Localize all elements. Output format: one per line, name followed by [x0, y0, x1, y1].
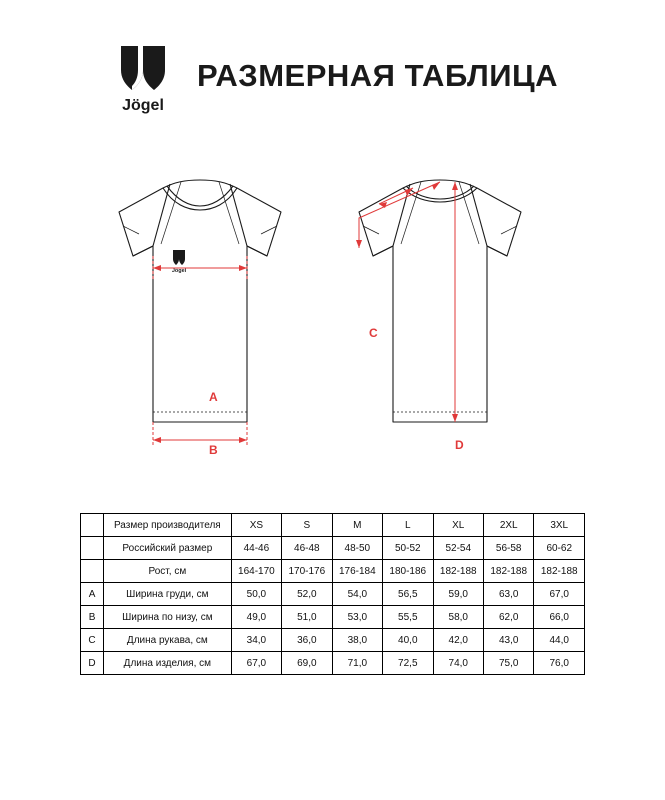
table-cell: 170-176	[282, 560, 332, 583]
size-table	[80, 513, 585, 675]
table-cell: 55,5	[383, 606, 433, 629]
table-cell: 71,0	[332, 652, 382, 675]
table-cell: 52-54	[433, 537, 483, 560]
svg-text:Jögel: Jögel	[122, 97, 164, 114]
size-table-wrapper	[80, 513, 585, 675]
table-row	[81, 560, 585, 583]
table-row	[81, 652, 585, 675]
table-cell: 44-46	[231, 537, 281, 560]
table-cell: 69,0	[282, 652, 332, 675]
table-cell: 49,0	[231, 606, 281, 629]
dimension-label-b: B	[209, 443, 218, 457]
illustration-area	[0, 150, 665, 480]
page-header	[0, 38, 665, 118]
table-cell: 43,0	[483, 629, 533, 652]
table-cell: 76,0	[534, 652, 585, 675]
table-cell-spacer	[81, 560, 104, 583]
dimension-label-a: A	[209, 390, 218, 404]
table-row-key: B	[81, 606, 104, 629]
table-cell: 54,0	[332, 583, 382, 606]
table-row-label: Ширина груди, см	[104, 583, 232, 606]
jogel-logo-icon	[107, 40, 179, 116]
table-cell: 182-188	[483, 560, 533, 583]
table-cell: 66,0	[534, 606, 585, 629]
table-cell: 50,0	[231, 583, 281, 606]
table-row	[81, 629, 585, 652]
table-cell: 75,0	[483, 652, 533, 675]
table-cell: XS	[231, 514, 281, 537]
table-cell-spacer	[81, 537, 104, 560]
table-row	[81, 583, 585, 606]
table-row-key: D	[81, 652, 104, 675]
page-title: РАЗМЕРНАЯ ТАБЛИЦА	[196, 57, 559, 93]
table-row	[81, 537, 585, 560]
table-cell-spacer	[81, 514, 104, 537]
table-cell: 164-170	[231, 560, 281, 583]
table-cell: 56-58	[483, 537, 533, 560]
table-cell: M	[332, 514, 382, 537]
table-cell: 58,0	[433, 606, 483, 629]
table-header-russian-size: Российский размер	[104, 537, 232, 560]
table-cell: 38,0	[332, 629, 382, 652]
table-cell: 182-188	[433, 560, 483, 583]
table-row-label: Длина изделия, см	[104, 652, 232, 675]
table-cell: 44,0	[534, 629, 585, 652]
table-cell: 46-48	[282, 537, 332, 560]
table-cell: XL	[433, 514, 483, 537]
table-cell: S	[282, 514, 332, 537]
table-row-key: C	[81, 629, 104, 652]
table-cell: 40,0	[383, 629, 433, 652]
table-row	[81, 514, 585, 537]
table-cell: 63,0	[483, 583, 533, 606]
table-cell: 72,5	[383, 652, 433, 675]
table-header-manufacturer-size: Размер производителя	[104, 514, 232, 537]
table-cell: 51,0	[282, 606, 332, 629]
table-cell: 59,0	[433, 583, 483, 606]
table-row-label: Ширина по низу, см	[104, 606, 232, 629]
table-cell: L	[383, 514, 433, 537]
svg-text:Jögel: Jögel	[171, 268, 187, 274]
table-cell: 50-52	[383, 537, 433, 560]
shirt-back-view	[335, 160, 565, 465]
table-cell: 67,0	[534, 583, 585, 606]
table-row-key: A	[81, 583, 104, 606]
table-cell: 34,0	[231, 629, 281, 652]
table-cell: 42,0	[433, 629, 483, 652]
table-cell: 2XL	[483, 514, 533, 537]
table-cell: 56,5	[383, 583, 433, 606]
table-cell: 74,0	[433, 652, 483, 675]
table-cell: 60-62	[534, 537, 585, 560]
dimension-label-d: D	[455, 438, 464, 452]
dimension-label-c: C	[369, 326, 378, 340]
shirt-front-view	[95, 160, 305, 465]
table-row	[81, 606, 585, 629]
table-cell: 67,0	[231, 652, 281, 675]
table-cell: 180-186	[383, 560, 433, 583]
table-cell: 62,0	[483, 606, 533, 629]
table-cell: 176-184	[332, 560, 382, 583]
table-cell: 3XL	[534, 514, 585, 537]
table-cell: 52,0	[282, 583, 332, 606]
table-header-height: Рост, см	[104, 560, 232, 583]
table-cell: 48-50	[332, 537, 382, 560]
table-cell: 36,0	[282, 629, 332, 652]
table-row-label: Длина рукава, см	[104, 629, 232, 652]
table-cell: 182-188	[534, 560, 585, 583]
table-cell: 53,0	[332, 606, 382, 629]
